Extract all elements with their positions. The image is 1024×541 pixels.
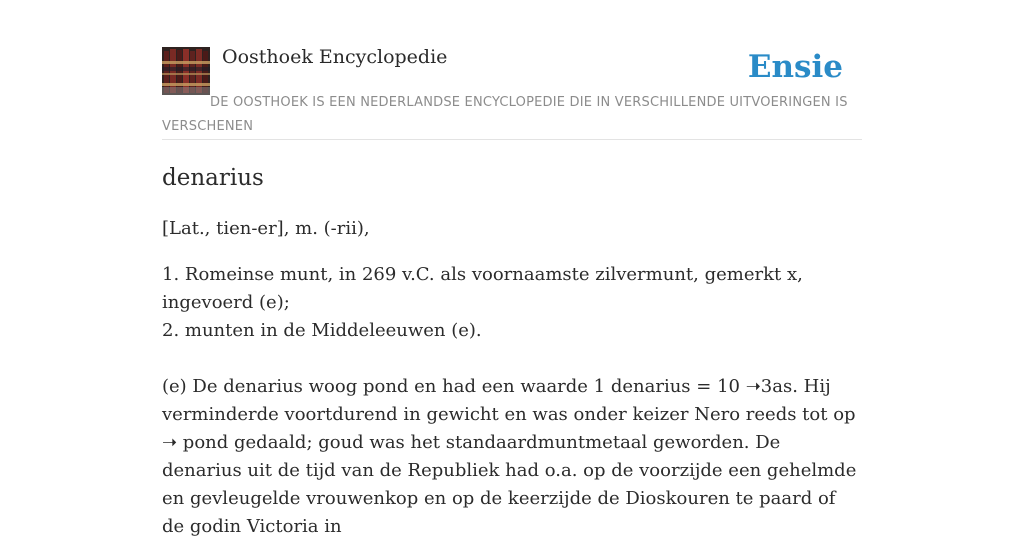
entry-etymology: [Lat., tien-er], m. (-rii), (162, 218, 370, 239)
definition-item: 1. Romeinse munt, in 269 v.C. als voornaamste zilvermunt, gemerkt x, ingevoerd (e); (162, 264, 803, 313)
entry-title: denarius (162, 165, 264, 191)
entry-definitions (162, 261, 862, 345)
definition-item: 2. munten in de Middeleeuwen (e). (162, 320, 482, 341)
site-name[interactable]: Oosthoek Encyclopedie (222, 46, 448, 68)
ensie-logo[interactable]: Ensie (747, 49, 843, 85)
site-header (162, 46, 862, 140)
entry-content (162, 162, 862, 541)
books-icon (162, 47, 210, 95)
site-avatar[interactable] (162, 47, 210, 95)
site-tagline: DE OOSTHOEK IS EEN NEDERLANDSE ENCYCLOPEDIE DIE IN VERSCHILLENDE UITVOERINGEN IS VERSCHENEN (162, 95, 848, 134)
entry-note: (e) De denarius woog pond en had een waarde 1 denarius = 10 ➝3as. Hij verminderde voortdurend in gewicht en was onder keizer Nero reeds tot op ➝ pond gedaald; goud was het standaardmuntmetaal geworden. De denarius uit de tijd van de Republiek had o.a. op de voorzijde een gehelmde en gevleugelde vrouwenkop en op de keerzijde de Dioskouren te paard of de godin Victoria in (162, 376, 857, 537)
